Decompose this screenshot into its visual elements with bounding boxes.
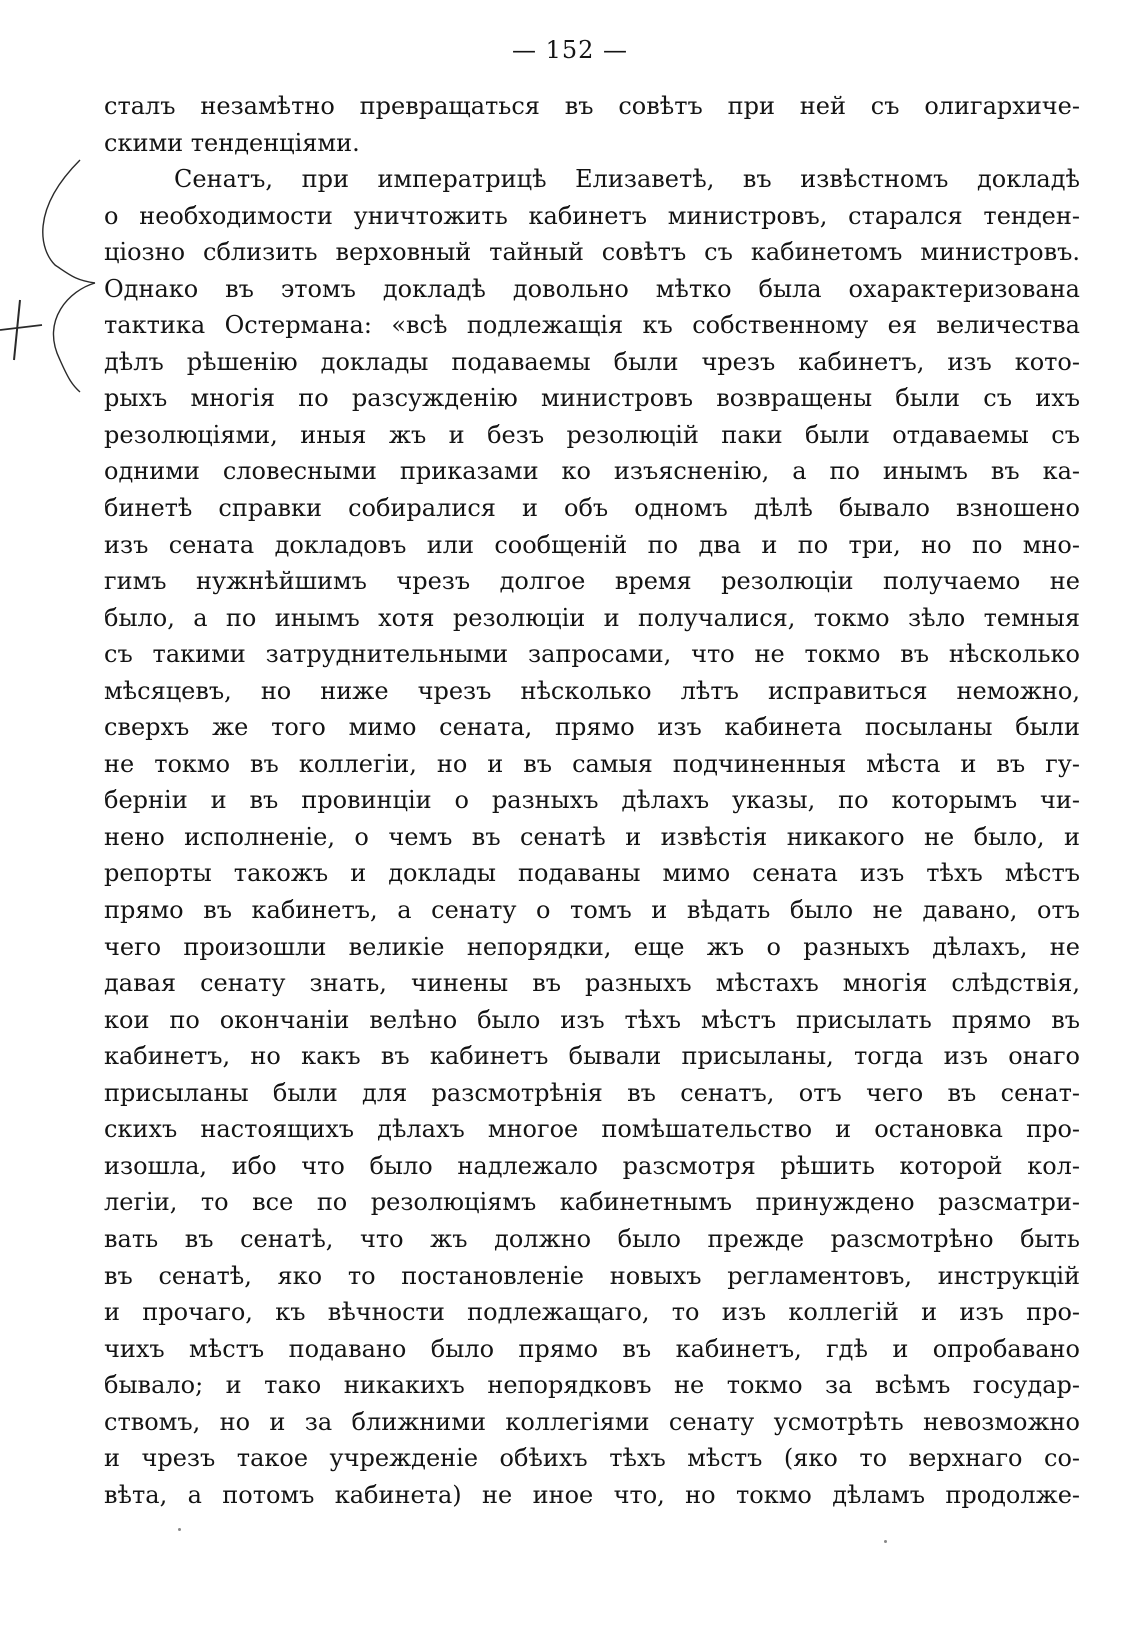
text-line: присыланы были для разсмотрѣнія въ сенатъ, отъ чего въ сенат- <box>104 1078 1080 1107</box>
body-text <box>104 88 1080 1513</box>
scan-speck <box>884 1540 887 1543</box>
text-line: Однако въ этомъ докладѣ довольно мѣтко была охарактеризована <box>104 274 1080 303</box>
text-line: давая сенату знать, чинены въ разныхъ мѣстахъ многія слѣдствія, <box>104 969 1080 998</box>
text-line: чего произошли великіе непорядки, еще жъ о разныхъ дѣлахъ, не <box>104 932 1080 961</box>
text-line: нено исполненіе, о чемъ въ сенатѣ и извѣстія никакого не было, и <box>104 822 1080 851</box>
text-line: ціозно сблизить верховный тайный совѣтъ съ кабинетомъ министровъ. <box>104 238 1080 267</box>
text-line: бывало; и тако никакихъ непорядковъ не токмо за всѣмъ государ- <box>104 1371 1080 1400</box>
text-line: одними словесными приказами ко изъясненію, а по инымъ въ ка- <box>104 457 1080 486</box>
text-line: о необходимости уничтожить кабинетъ министровъ, старался тенден- <box>104 201 1080 230</box>
text-line: репорты такожъ и доклады подаваны мимо сената изъ тѣхъ мѣстъ <box>104 859 1080 888</box>
scan-speck <box>178 1528 181 1531</box>
text-line: Сенатъ, при императрицѣ Елизаветѣ, въ извѣстномъ докладѣ <box>174 165 1080 194</box>
text-line: скихъ настоящихъ дѣлахъ многое помѣшательство и остановка про- <box>104 1115 1080 1144</box>
text-line: скими тенденціями. <box>104 128 360 157</box>
text-line: и прочаго, къ вѣчности подлежащаго, то изъ коллегій и изъ про- <box>104 1298 1080 1327</box>
text-line: кои по окончаніи велѣно было изъ тѣхъ мѣстъ присылать прямо въ <box>104 1005 1080 1034</box>
text-line: мѣсяцевъ, но ниже чрезъ нѣсколько лѣтъ исправиться неможно, <box>104 676 1080 705</box>
text-line: не токмо въ коллегіи, но и въ самыя подчиненныя мѣста и въ гу- <box>104 749 1080 778</box>
text-line: вѣта, а потомъ кабинета) не иное что, но токмо дѣламъ продолже- <box>104 1480 1080 1509</box>
text-line: легіи, то все по резолюціямъ кабинетнымъ принуждено разсматри- <box>104 1188 1080 1217</box>
text-line: сверхъ же того мимо сената, прямо изъ кабинета посыланы были <box>104 713 1080 742</box>
text-line: въ сенатѣ, яко то постановленіе новыхъ регламентовъ, инструкцій <box>104 1261 1080 1290</box>
text-line: и чрезъ такое учрежденіе обѣихъ тѣхъ мѣстъ (яко то верхнаго со- <box>104 1444 1080 1473</box>
text-line: бинетѣ справки собиралися и объ одномъ дѣлѣ бывало взношено <box>104 494 1080 523</box>
text-line: чихъ мѣстъ подавано было прямо въ кабинетъ, гдѣ и опробавано <box>104 1334 1080 1363</box>
text-line: прямо въ кабинетъ, а сенату о томъ и вѣдать было не давано, отъ <box>104 896 1080 925</box>
text-line: изошла, ибо что было надлежало разсмотря рѣшить которой кол- <box>104 1151 1080 1180</box>
text-line: дѣлъ рѣшенію доклады подаваемы были чрезъ кабинетъ, изъ кото- <box>104 347 1080 376</box>
text-line: гимъ нужнѣйшимъ чрезъ долгое время резолюціи получаемо не <box>104 567 1080 596</box>
text-line: берніи и въ провинціи о разныхъ дѣлахъ указы, по которымъ чи- <box>104 786 1080 815</box>
text-line: ствомъ, но и за ближними коллегіями сенату усмотрѣть невозможно <box>104 1407 1080 1436</box>
text-line: вать въ сенатѣ, что жъ должно было прежде разсмотрѣно быть <box>104 1224 1080 1253</box>
text-line: изъ сената докладовъ или сообщеній по два и по три, но по мно- <box>104 530 1080 559</box>
text-line: сталъ незамѣтно превращаться въ совѣтъ при ней съ олигархиче- <box>104 92 1080 120</box>
text-line: было, а по инымъ хотя резолюціи и получалися, токмо зѣло темныя <box>104 603 1080 632</box>
text-line: рыхъ многія по разсужденію министровъ возвращены были съ ихъ <box>104 384 1080 413</box>
text-line: кабинетъ, но какъ въ кабинетъ бывали присыланы, тогда изъ онаго <box>104 1042 1080 1071</box>
text-line: съ такими затруднительными запросами, что не токмо въ нѣсколько <box>104 640 1080 669</box>
handwritten-bracket-mark <box>0 0 110 420</box>
text-line: тактика Остермана: «всѣ подлежащія къ собственному ея величества <box>104 311 1080 340</box>
page-number: — 152 — <box>511 36 629 64</box>
text-line: резолюціями, иныя жъ и безъ резолюцій паки были отдаваемы съ <box>104 420 1080 449</box>
